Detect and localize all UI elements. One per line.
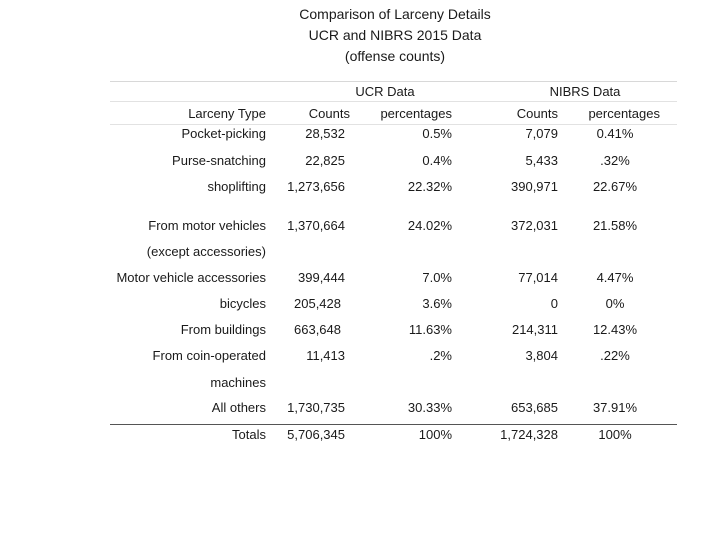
larceny-type: Pocket-picking [181,126,266,141]
totals-rule [110,424,677,425]
ucr-percentage: 11.63% [408,322,452,337]
ucr-percentage: 22.32% [407,179,452,194]
larceny-type: From motor vehicles [148,218,266,233]
totals-ucr-counts: 5,706,345 [287,427,345,442]
nibrs-percentage: 12.43% [592,322,638,337]
larceny-type: All others [211,400,266,415]
ucr-counts: 22,825 [305,153,345,168]
nibrs-counts: 214,311 [511,322,558,337]
column-header-nibrs-counts: Counts [516,106,558,121]
ucr-counts: 11,413 [306,348,345,363]
larceny-type: Motor vehicle accessories [116,270,266,285]
larceny-type-continued: machines [210,375,266,390]
nibrs-percentage: 4.47% [596,270,634,285]
nibrs-percentage: .32% [600,153,630,168]
nibrs-percentage: 21.58% [592,218,638,233]
totals-nibrs-counts: 1,724,328 [500,427,558,442]
larceny-type-continued: (except accessories) [146,244,266,259]
nibrs-percentage: 0.41% [596,126,634,141]
ucr-percentage: .2% [429,348,452,363]
larceny-type: From buildings [180,322,266,337]
nibrs-counts: 7,079 [525,126,558,141]
table-title-line-3: (offense counts) [344,48,446,64]
totals-label: Totals [232,427,266,442]
ucr-percentage: 24.02% [407,218,452,233]
top-rule [110,81,677,82]
larceny-type: shoplifting [207,179,266,194]
group-header-ucr: UCR Data [355,84,415,99]
nibrs-percentage: 37.91% [592,400,638,415]
ucr-counts: 1,730,735 [287,400,345,415]
larceny-type: From coin-operated [152,348,266,363]
header-rule [110,124,677,125]
ucr-counts: 1,370,664 [287,218,345,233]
column-header-nibrs-percentages: percentages [588,106,660,121]
nibrs-counts: 77,014 [518,270,558,285]
nibrs-counts: 3,804 [525,348,558,363]
nibrs-counts: 5,433 [525,153,558,168]
ucr-counts: 205,428 [294,296,341,311]
totals-nibrs-percentage: 100% [598,427,632,442]
ucr-counts: 399,444 [298,270,345,285]
nibrs-percentage: 22.67% [592,179,638,194]
nibrs-percentage: 0% [605,296,625,311]
nibrs-percentage: .22% [600,348,630,363]
column-header-type: Larceny Type [188,106,266,121]
larceny-type: bicycles [219,296,266,311]
column-header-ucr-counts: Counts [308,106,350,121]
totals-ucr-percentage: 100% [418,427,452,442]
ucr-percentage: 7.0% [422,270,452,285]
ucr-percentage: 30.33% [407,400,452,415]
nibrs-counts: 372,031 [511,218,558,233]
larceny-type: Purse-snatching [172,153,266,168]
ucr-counts: 28,532 [305,126,345,141]
nibrs-counts: 653,685 [511,400,558,415]
ucr-percentage: 0.5% [422,126,452,141]
table-title-line-1: Comparison of Larceny Details [299,6,491,22]
group-header-nibrs: NIBRS Data [549,84,621,99]
ucr-percentage: 0.4% [422,153,452,168]
table-title-line-2: UCR and NIBRS 2015 Data [308,27,482,43]
ucr-counts: 1,273,656 [287,179,345,194]
nibrs-counts: 390,971 [511,179,558,194]
group-rule [110,101,677,102]
ucr-counts: 663,648 [294,322,341,337]
column-header-ucr-percentages: percentages [380,106,452,121]
ucr-percentage: 3.6% [422,296,452,311]
nibrs-counts: 0 [550,296,558,311]
